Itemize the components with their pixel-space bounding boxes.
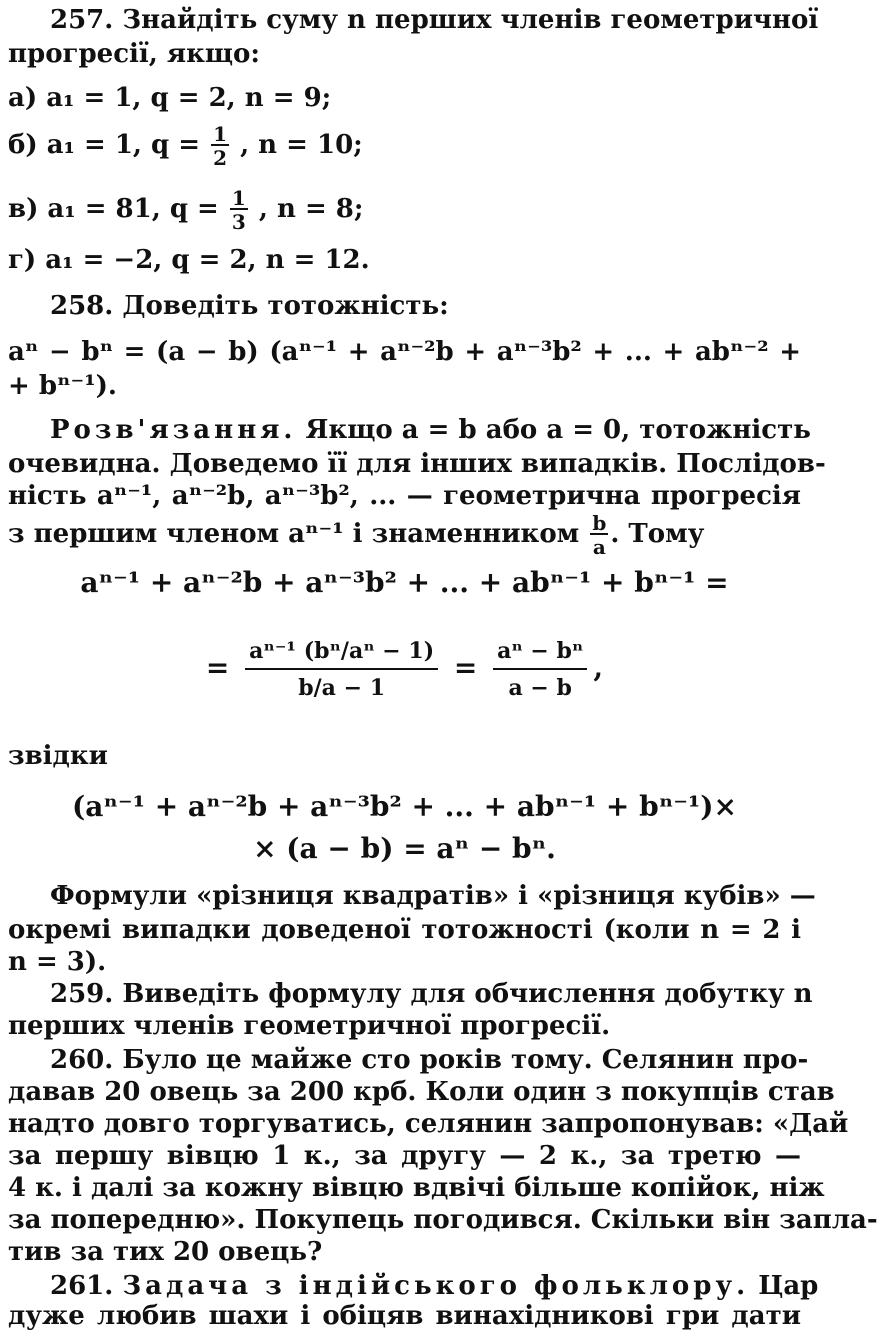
item-b-text: б) a₁ = 1, q = — [8, 130, 201, 160]
problem-257-title-line1: 257. Знайдіть суму n перших членів геометричної — [50, 5, 819, 35]
item-v-fraction — [230, 188, 248, 232]
solution-line3: ність aⁿ⁻¹, aⁿ⁻²b, aⁿ⁻³b², ... — геометрична прогресія — [8, 481, 801, 511]
problem-261-label: Задача з індійського фольклору. — [122, 1271, 750, 1301]
problem-257-title-line2: прогресії, якщо: — [8, 39, 260, 69]
item-v-text: в) a₁ = 81, q = — [8, 194, 219, 224]
big-fraction-denominator: a − b — [493, 668, 587, 700]
zvidky-word: звідки — [8, 741, 108, 771]
problem-260-line2: давав 20 овець за 200 крб. Коли один з покупців став — [8, 1077, 835, 1107]
fraction-numerator: b — [592, 511, 607, 535]
fraction-numerator: 1 — [213, 122, 228, 146]
equation-sum: aⁿ⁻¹ + aⁿ⁻²b + aⁿ⁻³b² + ... + abⁿ⁻¹ + bⁿ⁻¹ = — [80, 566, 729, 599]
ratio-fraction — [590, 513, 608, 557]
problem-260-line6: за попередню». Покупець погодився. Скільки він запла- — [8, 1205, 878, 1235]
solution-line4 — [8, 512, 801, 557]
problem-257-item-g: г) a₁ = −2, q = 2, n = 12. — [8, 245, 370, 275]
problem-261-line2: дуже любив шахи і обіцяв винахідникові гри дати — [8, 1301, 801, 1331]
identity-line1: aⁿ − bⁿ = (a − b) (aⁿ⁻¹ + aⁿ⁻²b + aⁿ⁻³b² + ... + abⁿ⁻² + — [8, 337, 801, 367]
equation-product-line1: (aⁿ⁻¹ + aⁿ⁻²b + aⁿ⁻³b² + ... + abⁿ⁻¹ + bⁿ⁻¹)× — [71, 790, 737, 823]
big-fraction-numerator: aⁿ − bⁿ — [497, 638, 584, 665]
solution-label: Розв'язання. — [50, 415, 297, 445]
fraction-denominator: a — [590, 533, 608, 557]
item-b-fraction — [211, 124, 229, 168]
item-b-tail: , n = 10; — [240, 130, 363, 160]
solution-line1 — [50, 414, 811, 446]
note-line2: окремі випадки доведеної тотожності (коли n = 2 і — [8, 915, 801, 945]
fraction-denominator: 2 — [213, 146, 228, 170]
equation-product-line2: × (a − b) = aⁿ − bⁿ. — [253, 832, 556, 865]
problem-258-title: 258. Доведіть тотожність: — [50, 291, 449, 321]
solution-line1-text: Якщо a = b або a = 0, тотожність — [296, 415, 811, 445]
equation-fraction — [0, 618, 809, 718]
big-fraction-left — [245, 639, 438, 699]
solution-line4-text: з першим членом aⁿ⁻¹ і знаменником — [8, 519, 580, 549]
solution-line2: очевидна. Доведемо її для інших випадків. Послідов- — [8, 449, 826, 479]
problem-260-line4: за першу вівцю 1 к., за другу — 2 к., за третю — — [8, 1141, 801, 1171]
fraction-numerator: 1 — [231, 186, 246, 210]
eq-comma: , — [593, 651, 604, 684]
problem-257-item-v — [8, 188, 801, 232]
problem-260-line5: 4 к. і далі за кожну вівцю вдвічі більше копійок, ніж — [8, 1173, 825, 1203]
identity-line2: + bⁿ⁻¹). — [8, 371, 117, 401]
problem-261-number: 261. — [50, 1271, 114, 1301]
big-fraction-right — [493, 639, 587, 699]
problem-259-line1: 259. Виведіть формулу для обчислення добутку n — [50, 979, 813, 1009]
big-fraction-numerator: aⁿ⁻¹ (bⁿ/aⁿ − 1) — [249, 638, 435, 665]
problem-260-line1: 260. Було це майже сто років тому. Селянин про- — [50, 1045, 809, 1075]
fraction-denominator: 3 — [231, 210, 246, 234]
problem-259-line2: перших членів геометричної прогресії. — [8, 1011, 611, 1041]
eq-sign: = — [205, 651, 230, 684]
big-fraction-denominator: b/a − 1 — [245, 668, 438, 700]
problem-260-line7: тив за тих 20 овець? — [8, 1237, 323, 1267]
problem-261-line1 — [50, 1270, 819, 1302]
problem-257-item-b — [8, 124, 801, 168]
eq-sign-mid: = — [453, 651, 478, 684]
item-v-tail: , n = 8; — [258, 194, 364, 224]
problem-257-item-a: а) a₁ = 1, q = 2, n = 9; — [8, 83, 332, 113]
note-line3: n = 3). — [8, 947, 107, 977]
solution-line4-tail: . Тому — [610, 519, 705, 549]
problem-261-line1-tail: Цар — [749, 1271, 819, 1301]
note-line1: Формули «різниця квадратів» і «різниця кубів» — — [50, 881, 816, 911]
problem-260-line3: надто довго торгуватись, селянин запропонував: «Дай — [8, 1109, 849, 1139]
